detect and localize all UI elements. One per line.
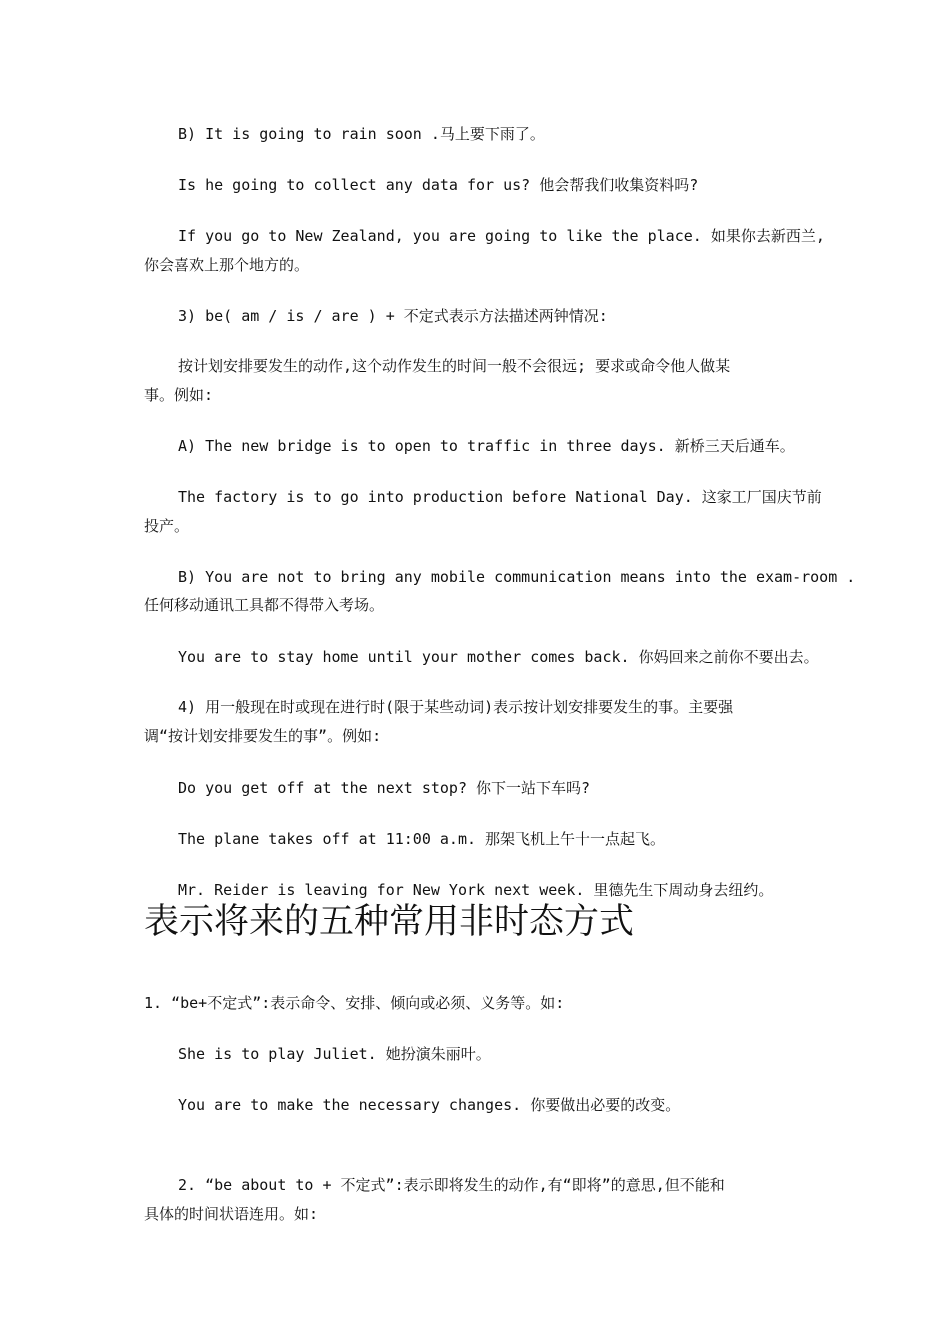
text-line: B) It is going to rain soon .马上要下雨了。 (178, 125, 545, 143)
text-line: 调“按计划安排要发生的事”。例如: (144, 727, 382, 745)
text-line: 你会喜欢上那个地方的。 (144, 256, 310, 274)
text-line: 事。例如: (144, 386, 214, 404)
text-line: You are to stay home until your mother comes back. 你妈回来之前你不要出去。 (178, 648, 819, 666)
text-line: If you go to New Zealand, you are going to like the place. 如果你去新西兰, (178, 227, 825, 245)
text-line: 投产。 (144, 517, 190, 535)
text-line: 按计划安排要发生的动作,这个动作发生的时间一般不会很远; 要求或命令他人做某 (178, 357, 731, 375)
text-line: A) The new bridge is to open to traffic in three days. 新桥三天后通车。 (178, 437, 795, 455)
section-heading: 表示将来的五种常用非时态方式 (144, 902, 635, 942)
text-line: 2. “be about to + 不定式”:表示即将发生的动作,有“即将”的意思,但不能和 (178, 1176, 725, 1194)
text-line: Do you get off at the next stop? 你下一站下车吗? (178, 779, 591, 797)
text-line: The plane takes off at 11:00 a.m. 那架飞机上午十一点起飞。 (178, 830, 666, 848)
text-line: 1. “be+不定式”:表示命令、安排、倾向或必须、义务等。如: (144, 994, 565, 1012)
text-line: 任何移动通讯工具都不得带入考场。 (144, 596, 385, 614)
text-line: 3) be( am / is / are ) + 不定式表示方法描述两钟情况: (178, 307, 608, 325)
text-line: The factory is to go into production before National Day. 这家工厂国庆节前 (178, 488, 822, 506)
text-line: You are to make the necessary changes. 你要做出必要的改变。 (178, 1096, 681, 1114)
text-line: She is to play Juliet. 她扮演朱丽叶。 (178, 1045, 491, 1063)
text-line: Is he going to collect any data for us? 他会帮我们收集资料吗? (178, 176, 699, 194)
text-line: B) You are not to bring any mobile communication means into the exam-room . (178, 568, 856, 586)
text-line: 具体的时间状语连用。如: (144, 1205, 319, 1223)
text-line: Mr. Reider is leaving for New York next week. 里德先生下周动身去纽约。 (178, 881, 774, 899)
text-line: 4) 用一般现在时或现在进行时(限于某些动词)表示按计划安排要发生的事。主要强 (178, 698, 734, 716)
